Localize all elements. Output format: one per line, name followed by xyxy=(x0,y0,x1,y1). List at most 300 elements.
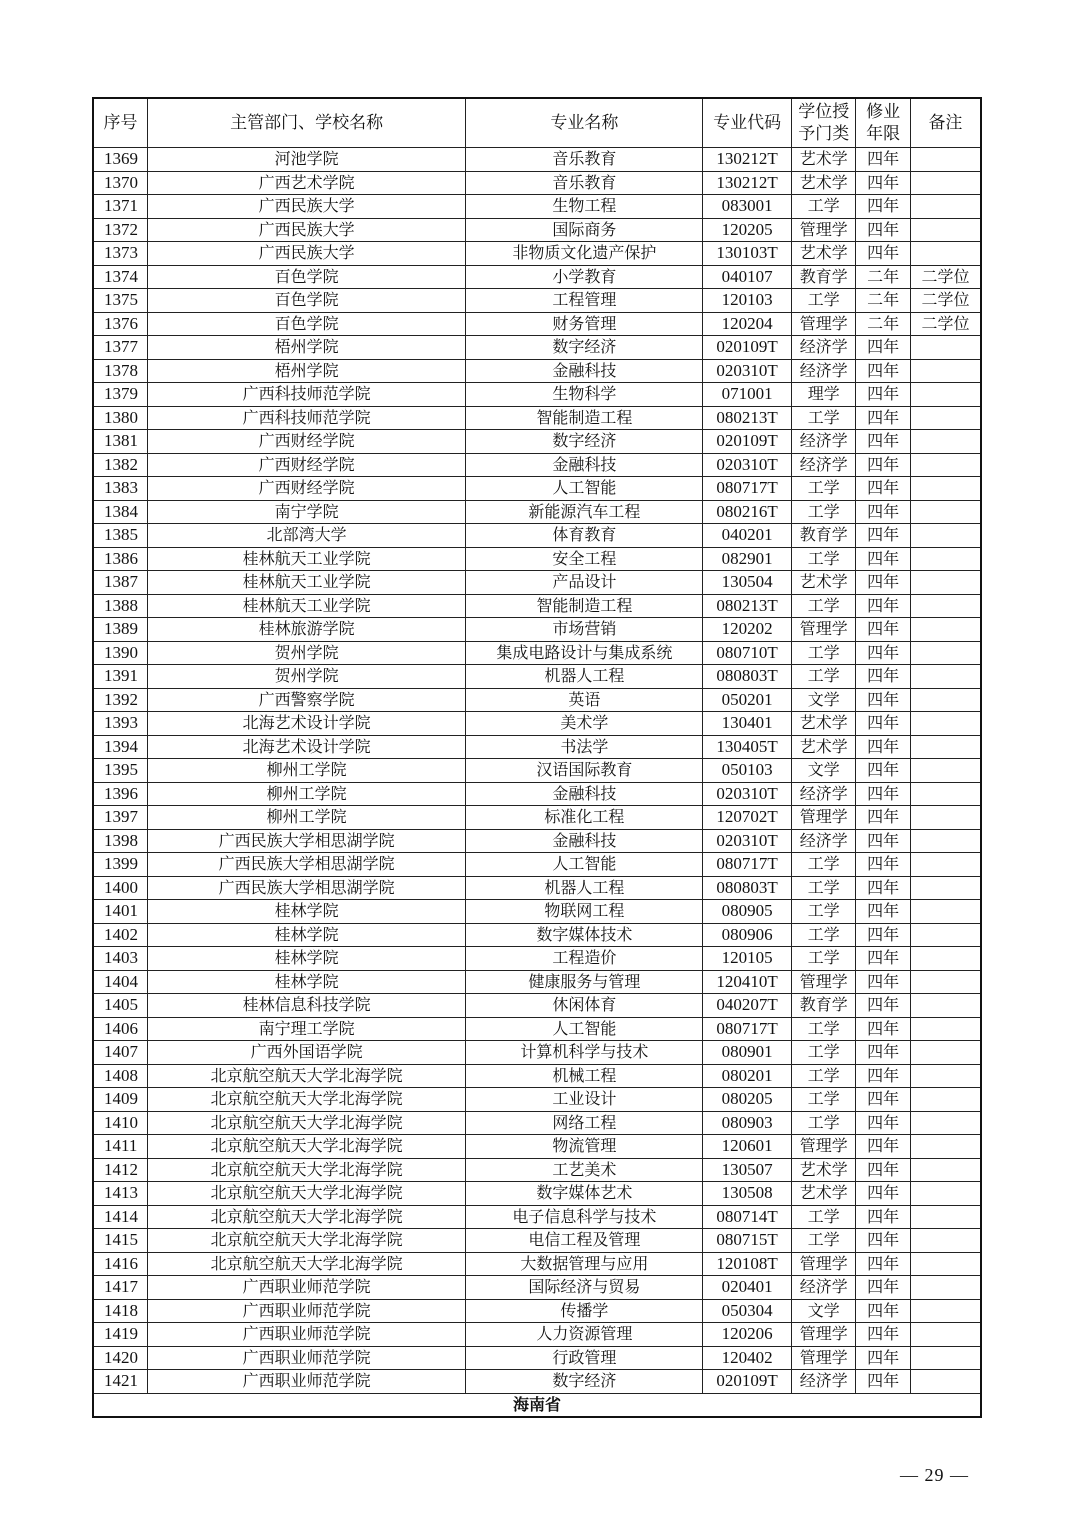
cell-index: 1406 xyxy=(93,1017,147,1041)
cell-major: 休闲体育 xyxy=(466,994,703,1018)
cell-index: 1385 xyxy=(93,524,147,548)
cell-note xyxy=(910,195,981,219)
cell-degree: 管理学 xyxy=(791,1323,856,1347)
cell-note xyxy=(910,994,981,1018)
cell-index: 1420 xyxy=(93,1346,147,1370)
cell-code: 080903 xyxy=(703,1111,792,1135)
cell-note xyxy=(910,1346,981,1370)
table-row xyxy=(93,171,981,195)
cell-degree: 工学 xyxy=(791,1229,856,1253)
cell-note: 二学位 xyxy=(910,289,981,313)
cell-years: 四年 xyxy=(856,759,910,783)
cell-school: 北部湾大学 xyxy=(147,524,466,548)
table-body xyxy=(93,148,981,1394)
cell-major: 工业设计 xyxy=(466,1088,703,1112)
cell-degree: 工学 xyxy=(791,1017,856,1041)
cell-index: 1379 xyxy=(93,383,147,407)
cell-degree: 工学 xyxy=(791,1088,856,1112)
cell-degree: 工学 xyxy=(791,547,856,571)
cell-years: 二年 xyxy=(856,265,910,289)
cell-code: 080717T xyxy=(703,853,792,877)
cell-school: 河池学院 xyxy=(147,148,466,172)
cell-major: 国际经济与贸易 xyxy=(466,1276,703,1300)
cell-code: 080803T xyxy=(703,665,792,689)
cell-school: 北京航空航天大学北海学院 xyxy=(147,1111,466,1135)
cell-index: 1386 xyxy=(93,547,147,571)
table-row xyxy=(93,1064,981,1088)
cell-school: 柳州工学院 xyxy=(147,806,466,830)
cell-degree: 管理学 xyxy=(791,312,856,336)
cell-school: 广西财经学院 xyxy=(147,453,466,477)
cell-code: 080213T xyxy=(703,406,792,430)
cell-note: 二学位 xyxy=(910,265,981,289)
cell-index: 1419 xyxy=(93,1323,147,1347)
cell-school: 北京航空航天大学北海学院 xyxy=(147,1229,466,1253)
cell-major: 数字经济 xyxy=(466,336,703,360)
cell-years: 四年 xyxy=(856,477,910,501)
cell-note xyxy=(910,218,981,242)
cell-index: 1409 xyxy=(93,1088,147,1112)
cell-code: 130508 xyxy=(703,1182,792,1206)
cell-school: 桂林信息科技学院 xyxy=(147,994,466,1018)
cell-school: 梧州学院 xyxy=(147,336,466,360)
cell-major: 人力资源管理 xyxy=(466,1323,703,1347)
cell-years: 四年 xyxy=(856,1299,910,1323)
cell-degree: 工学 xyxy=(791,853,856,877)
table-row xyxy=(93,712,981,736)
cell-code: 130212T xyxy=(703,148,792,172)
cell-school: 北京航空航天大学北海学院 xyxy=(147,1135,466,1159)
cell-school: 广西民族大学相思湖学院 xyxy=(147,876,466,900)
table-row xyxy=(93,1252,981,1276)
table-row xyxy=(93,876,981,900)
cell-years: 四年 xyxy=(856,735,910,759)
cell-major: 体育教育 xyxy=(466,524,703,548)
cell-index: 1378 xyxy=(93,359,147,383)
cell-note xyxy=(910,1111,981,1135)
cell-major: 传播学 xyxy=(466,1299,703,1323)
cell-school: 桂林航天工业学院 xyxy=(147,547,466,571)
cell-code: 040201 xyxy=(703,524,792,548)
table-row xyxy=(93,359,981,383)
cell-major: 安全工程 xyxy=(466,547,703,571)
cell-note xyxy=(910,1017,981,1041)
cell-degree: 工学 xyxy=(791,876,856,900)
cell-major: 英语 xyxy=(466,688,703,712)
cell-note xyxy=(910,1276,981,1300)
cell-note xyxy=(910,759,981,783)
cell-note xyxy=(910,735,981,759)
table-row xyxy=(93,641,981,665)
cell-code: 130504 xyxy=(703,571,792,595)
table-row xyxy=(93,406,981,430)
cell-major: 产品设计 xyxy=(466,571,703,595)
cell-code: 120103 xyxy=(703,289,792,313)
cell-index: 1371 xyxy=(93,195,147,219)
cell-code: 080201 xyxy=(703,1064,792,1088)
cell-school: 广西外国语学院 xyxy=(147,1041,466,1065)
majors-table xyxy=(92,97,982,1418)
cell-code: 120205 xyxy=(703,218,792,242)
cell-major: 生物科学 xyxy=(466,383,703,407)
cell-years: 四年 xyxy=(856,712,910,736)
cell-code: 050103 xyxy=(703,759,792,783)
cell-years: 四年 xyxy=(856,994,910,1018)
cell-index: 1399 xyxy=(93,853,147,877)
cell-note xyxy=(910,665,981,689)
cell-code: 080803T xyxy=(703,876,792,900)
cell-note xyxy=(910,806,981,830)
table-row xyxy=(93,688,981,712)
table-row xyxy=(93,336,981,360)
cell-major: 音乐教育 xyxy=(466,171,703,195)
cell-years: 四年 xyxy=(856,1135,910,1159)
cell-degree: 文学 xyxy=(791,688,856,712)
cell-note xyxy=(910,829,981,853)
header-index: 序号 xyxy=(93,98,147,148)
table-row xyxy=(93,289,981,313)
cell-school: 桂林旅游学院 xyxy=(147,618,466,642)
cell-index: 1388 xyxy=(93,594,147,618)
cell-index: 1402 xyxy=(93,923,147,947)
cell-degree: 工学 xyxy=(791,406,856,430)
province-row xyxy=(93,1393,981,1417)
table-row xyxy=(93,430,981,454)
cell-index: 1395 xyxy=(93,759,147,783)
cell-code: 080205 xyxy=(703,1088,792,1112)
table-row xyxy=(93,618,981,642)
cell-note xyxy=(910,571,981,595)
header-note: 备注 xyxy=(910,98,981,148)
cell-degree: 工学 xyxy=(791,923,856,947)
cell-major: 工艺美术 xyxy=(466,1158,703,1182)
page-number: — 29 — xyxy=(900,1465,969,1485)
cell-school: 广西科技师范学院 xyxy=(147,383,466,407)
cell-years: 四年 xyxy=(856,829,910,853)
cell-index: 1383 xyxy=(93,477,147,501)
table-row xyxy=(93,1111,981,1135)
cell-major: 汉语国际教育 xyxy=(466,759,703,783)
cell-school: 南宁学院 xyxy=(147,500,466,524)
cell-major: 美术学 xyxy=(466,712,703,736)
table-row xyxy=(93,1017,981,1041)
cell-degree: 艺术学 xyxy=(791,571,856,595)
cell-note xyxy=(910,336,981,360)
table-row xyxy=(93,994,981,1018)
cell-index: 1391 xyxy=(93,665,147,689)
cell-degree: 管理学 xyxy=(791,970,856,994)
cell-school: 桂林航天工业学院 xyxy=(147,571,466,595)
cell-note xyxy=(910,547,981,571)
cell-years: 四年 xyxy=(856,1252,910,1276)
cell-index: 1415 xyxy=(93,1229,147,1253)
cell-degree: 工学 xyxy=(791,641,856,665)
cell-major: 金融科技 xyxy=(466,359,703,383)
cell-note xyxy=(910,1135,981,1159)
cell-years: 四年 xyxy=(856,1017,910,1041)
cell-note xyxy=(910,853,981,877)
cell-degree: 工学 xyxy=(791,1064,856,1088)
cell-code: 050201 xyxy=(703,688,792,712)
table-row xyxy=(93,900,981,924)
cell-degree: 文学 xyxy=(791,759,856,783)
cell-school: 广西警察学院 xyxy=(147,688,466,712)
cell-code: 020401 xyxy=(703,1276,792,1300)
cell-index: 1408 xyxy=(93,1064,147,1088)
cell-code: 130212T xyxy=(703,171,792,195)
cell-school: 桂林学院 xyxy=(147,923,466,947)
cell-major: 数字经济 xyxy=(466,430,703,454)
cell-major: 机械工程 xyxy=(466,1064,703,1088)
cell-major: 机器人工程 xyxy=(466,876,703,900)
cell-years: 四年 xyxy=(856,618,910,642)
cell-major: 金融科技 xyxy=(466,453,703,477)
cell-school: 广西职业师范学院 xyxy=(147,1370,466,1394)
table-row xyxy=(93,853,981,877)
cell-code: 130507 xyxy=(703,1158,792,1182)
cell-major: 人工智能 xyxy=(466,477,703,501)
cell-degree: 艺术学 xyxy=(791,148,856,172)
table-row xyxy=(93,829,981,853)
cell-degree: 艺术学 xyxy=(791,171,856,195)
cell-code: 020310T xyxy=(703,782,792,806)
cell-index: 1407 xyxy=(93,1041,147,1065)
cell-years: 二年 xyxy=(856,312,910,336)
table-row xyxy=(93,1299,981,1323)
cell-index: 1387 xyxy=(93,571,147,595)
cell-major: 国际商务 xyxy=(466,218,703,242)
province-label: 海南省 xyxy=(93,1393,981,1417)
cell-note xyxy=(910,1370,981,1394)
cell-index: 1394 xyxy=(93,735,147,759)
table-row xyxy=(93,1323,981,1347)
cell-school: 百色学院 xyxy=(147,312,466,336)
cell-school: 桂林学院 xyxy=(147,900,466,924)
table-row xyxy=(93,524,981,548)
cell-note xyxy=(910,1252,981,1276)
cell-years: 四年 xyxy=(856,1229,910,1253)
cell-school: 北海艺术设计学院 xyxy=(147,735,466,759)
cell-index: 1411 xyxy=(93,1135,147,1159)
cell-major: 工程管理 xyxy=(466,289,703,313)
cell-years: 四年 xyxy=(856,195,910,219)
cell-index: 1404 xyxy=(93,970,147,994)
cell-note xyxy=(910,970,981,994)
cell-major: 物联网工程 xyxy=(466,900,703,924)
cell-note xyxy=(910,453,981,477)
table-row xyxy=(93,1135,981,1159)
cell-note xyxy=(910,1205,981,1229)
cell-major: 数字媒体艺术 xyxy=(466,1182,703,1206)
cell-note xyxy=(910,1088,981,1112)
cell-years: 四年 xyxy=(856,1205,910,1229)
table-row xyxy=(93,383,981,407)
cell-index: 1372 xyxy=(93,218,147,242)
cell-major: 智能制造工程 xyxy=(466,406,703,430)
cell-degree: 经济学 xyxy=(791,453,856,477)
cell-code: 020109T xyxy=(703,336,792,360)
table-row xyxy=(93,453,981,477)
table-row xyxy=(93,1158,981,1182)
cell-index: 1392 xyxy=(93,688,147,712)
cell-code: 080717T xyxy=(703,477,792,501)
cell-years: 四年 xyxy=(856,1276,910,1300)
cell-years: 四年 xyxy=(856,547,910,571)
cell-note: 二学位 xyxy=(910,312,981,336)
cell-degree: 经济学 xyxy=(791,430,856,454)
cell-code: 080714T xyxy=(703,1205,792,1229)
cell-school: 广西职业师范学院 xyxy=(147,1299,466,1323)
cell-years: 四年 xyxy=(856,453,910,477)
cell-index: 1370 xyxy=(93,171,147,195)
cell-years: 四年 xyxy=(856,947,910,971)
cell-code: 040207T xyxy=(703,994,792,1018)
cell-degree: 工学 xyxy=(791,1111,856,1135)
cell-note xyxy=(910,1041,981,1065)
cell-note xyxy=(910,406,981,430)
cell-major: 网络工程 xyxy=(466,1111,703,1135)
cell-code: 020109T xyxy=(703,1370,792,1394)
cell-years: 四年 xyxy=(856,406,910,430)
cell-note xyxy=(910,641,981,665)
table-row xyxy=(93,500,981,524)
cell-degree: 工学 xyxy=(791,289,856,313)
cell-school: 北京航空航天大学北海学院 xyxy=(147,1182,466,1206)
cell-school: 北京航空航天大学北海学院 xyxy=(147,1064,466,1088)
cell-note xyxy=(910,1229,981,1253)
cell-note xyxy=(910,618,981,642)
cell-note xyxy=(910,500,981,524)
cell-index: 1374 xyxy=(93,265,147,289)
table-row xyxy=(93,665,981,689)
cell-years: 四年 xyxy=(856,1346,910,1370)
cell-code: 120206 xyxy=(703,1323,792,1347)
cell-school: 北京航空航天大学北海学院 xyxy=(147,1158,466,1182)
cell-degree: 艺术学 xyxy=(791,1182,856,1206)
table-row xyxy=(93,1370,981,1394)
cell-code: 083001 xyxy=(703,195,792,219)
cell-note xyxy=(910,383,981,407)
cell-index: 1369 xyxy=(93,148,147,172)
cell-major: 电子信息科学与技术 xyxy=(466,1205,703,1229)
table-row xyxy=(93,782,981,806)
cell-index: 1373 xyxy=(93,242,147,266)
cell-note xyxy=(910,1158,981,1182)
cell-years: 四年 xyxy=(856,876,910,900)
cell-degree: 经济学 xyxy=(791,829,856,853)
cell-school: 广西艺术学院 xyxy=(147,171,466,195)
cell-index: 1398 xyxy=(93,829,147,853)
cell-code: 020310T xyxy=(703,453,792,477)
cell-note xyxy=(910,1299,981,1323)
cell-major: 书法学 xyxy=(466,735,703,759)
cell-years: 四年 xyxy=(856,900,910,924)
cell-index: 1389 xyxy=(93,618,147,642)
cell-index: 1418 xyxy=(93,1299,147,1323)
cell-degree: 经济学 xyxy=(791,336,856,360)
cell-degree: 工学 xyxy=(791,500,856,524)
table-row xyxy=(93,265,981,289)
cell-years: 四年 xyxy=(856,665,910,689)
cell-years: 四年 xyxy=(856,641,910,665)
cell-major: 财务管理 xyxy=(466,312,703,336)
cell-school: 广西科技师范学院 xyxy=(147,406,466,430)
table-header-row xyxy=(93,98,981,148)
cell-school: 广西财经学院 xyxy=(147,477,466,501)
cell-years: 四年 xyxy=(856,1041,910,1065)
cell-code: 120204 xyxy=(703,312,792,336)
cell-code: 120410T xyxy=(703,970,792,994)
header-degree: 学位授予门类 xyxy=(791,98,856,148)
cell-code: 071001 xyxy=(703,383,792,407)
cell-years: 四年 xyxy=(856,970,910,994)
table-row xyxy=(93,1229,981,1253)
cell-code: 120702T xyxy=(703,806,792,830)
header-code: 专业代码 xyxy=(703,98,792,148)
cell-years: 四年 xyxy=(856,500,910,524)
cell-years: 四年 xyxy=(856,1088,910,1112)
table-row xyxy=(93,1041,981,1065)
cell-years: 四年 xyxy=(856,218,910,242)
cell-index: 1382 xyxy=(93,453,147,477)
cell-note xyxy=(910,782,981,806)
cell-code: 120402 xyxy=(703,1346,792,1370)
cell-degree: 文学 xyxy=(791,1299,856,1323)
cell-major: 非物质文化遗产保护 xyxy=(466,242,703,266)
cell-index: 1413 xyxy=(93,1182,147,1206)
cell-years: 四年 xyxy=(856,171,910,195)
cell-note xyxy=(910,171,981,195)
cell-school: 广西职业师范学院 xyxy=(147,1346,466,1370)
cell-code: 080213T xyxy=(703,594,792,618)
cell-index: 1417 xyxy=(93,1276,147,1300)
cell-years: 四年 xyxy=(856,571,910,595)
cell-index: 1414 xyxy=(93,1205,147,1229)
cell-years: 四年 xyxy=(856,336,910,360)
cell-code: 080906 xyxy=(703,923,792,947)
header-years: 修业年限 xyxy=(856,98,910,148)
cell-school: 北京航空航天大学北海学院 xyxy=(147,1205,466,1229)
cell-index: 1375 xyxy=(93,289,147,313)
table-row xyxy=(93,947,981,971)
table-row xyxy=(93,594,981,618)
table-row xyxy=(93,923,981,947)
cell-index: 1377 xyxy=(93,336,147,360)
cell-index: 1421 xyxy=(93,1370,147,1394)
cell-major: 大数据管理与应用 xyxy=(466,1252,703,1276)
cell-note xyxy=(910,524,981,548)
cell-major: 计算机科学与技术 xyxy=(466,1041,703,1065)
cell-years: 四年 xyxy=(856,430,910,454)
cell-major: 人工智能 xyxy=(466,853,703,877)
cell-school: 桂林航天工业学院 xyxy=(147,594,466,618)
cell-degree: 工学 xyxy=(791,1041,856,1065)
cell-code: 130103T xyxy=(703,242,792,266)
table-row xyxy=(93,1205,981,1229)
cell-major: 智能制造工程 xyxy=(466,594,703,618)
cell-code: 120202 xyxy=(703,618,792,642)
cell-degree: 经济学 xyxy=(791,1370,856,1394)
cell-major: 人工智能 xyxy=(466,1017,703,1041)
cell-school: 广西民族大学相思湖学院 xyxy=(147,853,466,877)
cell-note xyxy=(910,1323,981,1347)
cell-degree: 经济学 xyxy=(791,782,856,806)
cell-index: 1396 xyxy=(93,782,147,806)
table-row xyxy=(93,571,981,595)
cell-years: 四年 xyxy=(856,383,910,407)
cell-note xyxy=(910,430,981,454)
cell-major: 行政管理 xyxy=(466,1346,703,1370)
